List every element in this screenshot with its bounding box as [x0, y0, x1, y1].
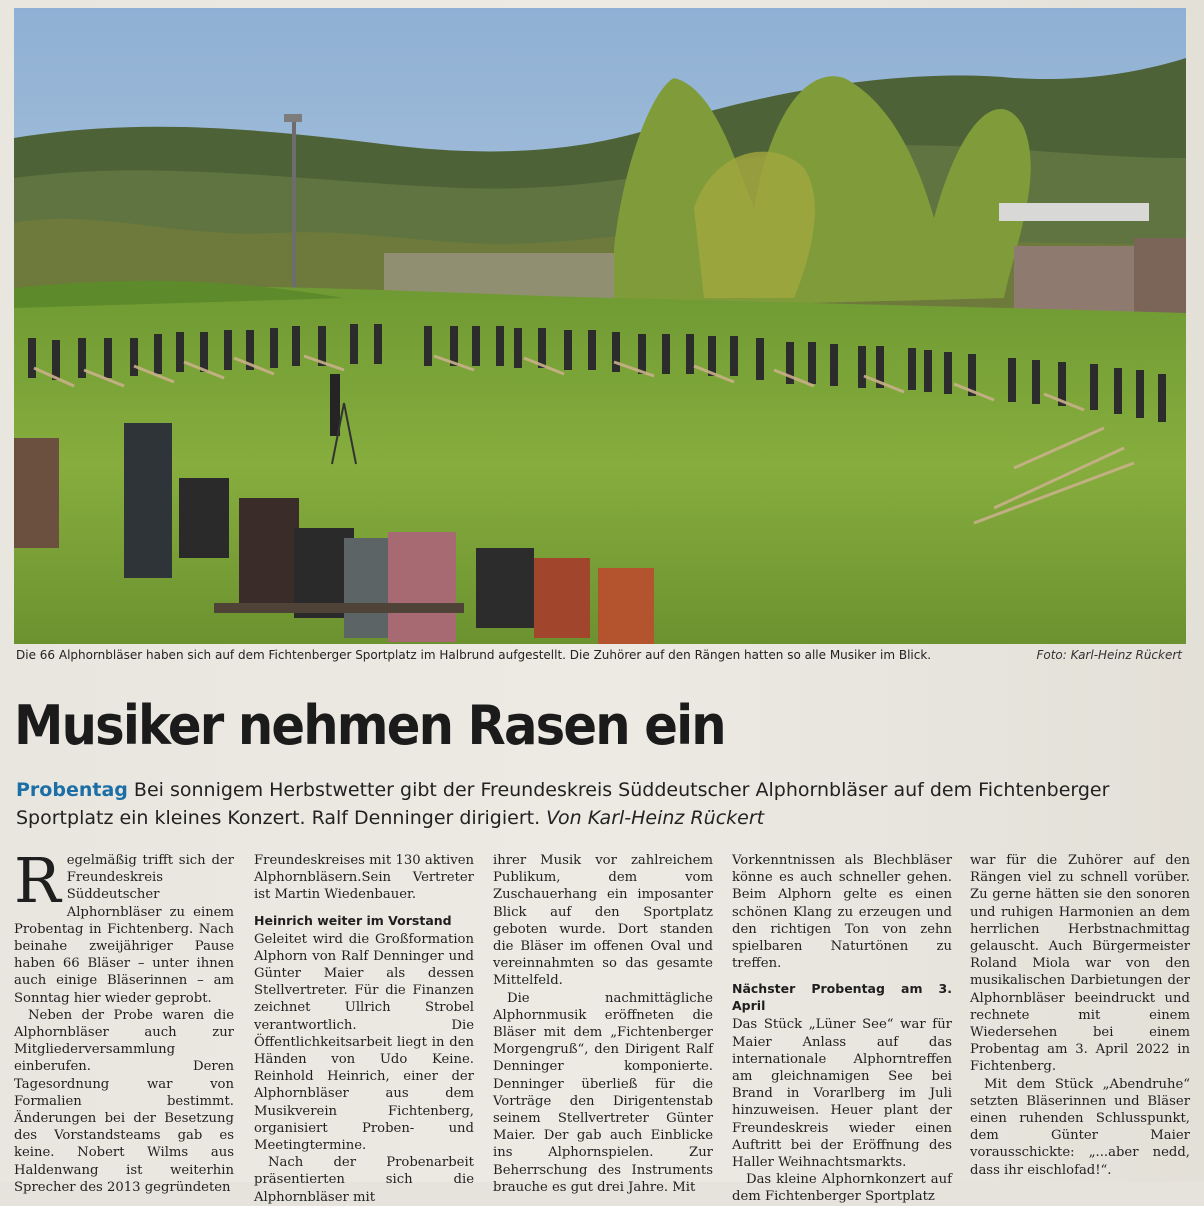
paragraph: Das Stück „Lüner See“ war für Maier Anlass auf das internationale Alphorntreffen am gleichnamigen See bei Brand in Vorarlberg im Juli hinzuweisen. Heuer plant der Freundeskreis wieder einen Auftritt bei der Eröffnung des Haller Weihnachtsmarkts. — [732, 1017, 952, 1171]
paragraph: Geleitet wird die Großformation Alphorn von Ralf Denninger und Günter Maier als dessen Stellvertreter. Für die Finanzen zeichnet Ullrich Strobel verantwortlich. Die Öffentlichkeitsarbeit liegt in den Händen von Udo Keine. Reinhold Heinrich, einer der Alphornbläser aus dem Musikverein Fichtenberg, organisiert Proben- und Meetingtermine. — [254, 931, 474, 1154]
paragraph: Die nachmittägliche Alphornmusik eröffneten die Bläser mit dem „Fichtenberger Morgengruß“, den Dirigent Ralf Denninger komponierte. Denninger überließ für die Vorträge den Dirigentenstab seinem Stellvertreter Günter Maier. Der gab auch Einblicke ins Alphornspielen. Zur Beherrschung des Instruments brauche es gut drei Jahre. Mit — [493, 990, 713, 1195]
paragraph: Nach der Probenarbeit präsentierten sich die Alphornbläser mit — [254, 1155, 474, 1205]
deck-byline: Von Karl-Heinz Rückert — [546, 807, 765, 829]
paragraph — [14, 844, 234, 1007]
body-column-2 — [254, 852, 474, 1206]
deck-text: Bei sonnigem Herbstwetter gibt der Freundeskreis Süddeutscher Alphornbläser auf dem Fichtenberger Sportplatz ein kleines Konzert. Ralf Denninger dirigiert. — [16, 779, 1110, 829]
subheading: Heinrich weiter im Vorstand — [254, 912, 452, 928]
alphorn-field-illustration — [14, 8, 1186, 644]
caption-text: Die 66 Alphornbläser haben sich auf dem Fichtenberger Sportplatz im Halbrund aufgestellt. Die Zuhörer auf den Rängen hatten so alle Musiker im Blick. — [16, 648, 932, 662]
paragraph: Das kleine Alphornkonzert auf dem Fichtenberger Sportplatz — [732, 1172, 952, 1205]
paragraph: war für die Zuhörer auf den Rängen viel zu schnell vorüber. Zu gerne hätten sie den sonoren und ruhigen Harmonien an dem herrlichen Herbstnachmittag gelauscht. Auch Bürgermeister Roland Miola war von den musikalischen Darbietungen der Alphornbläser beeindruckt und rechnete mit einem Wiedersehen bei einem Probentag am 3. April 2022 in Fichtenberg. — [970, 853, 1190, 1075]
article-deck — [16, 776, 1186, 832]
paragraph: Vorkenntnissen als Blechbläser könne es auch schneller gehen. Beim Alphorn gelte es einen schönen Klang zu erzeugen und den richtigen Ton von zehn spielbaren Naturtönen zu treffen. — [732, 853, 952, 972]
body-column-5 — [970, 852, 1190, 1179]
photo-caption — [16, 648, 1186, 668]
paragraph: ihrer Musik vor zahlreichem Publikum, dem vom Zuschauerhang ein imposanter Blick auf den Sportplatz geboten wurde. Dort standen die Bläser im offenen Oval und vereinnahmten so das gesamte Mittelfeld. — [493, 853, 713, 989]
paragraph-text: egelmäßig trifft sich der Freundeskreis Süddeutscher Alphornbläser zu einem Probentag in Fichtenberg. Nach beinahe zweijähriger Pause haben 66 Bläser – unter ihnen auch einige Bläserinnen – am Sonntag hier wieder geprobt. — [14, 853, 234, 1006]
body-column-3 — [493, 852, 713, 1196]
subheading: Nächster Probentag am 3. April — [732, 981, 952, 1014]
drop-cap: R — [14, 844, 61, 917]
deck-kicker: Probentag — [16, 779, 128, 801]
photo-credit: Foto: Karl-Heinz Rückert — [1036, 648, 1182, 662]
body-column-4 — [732, 852, 952, 1206]
paragraph: Neben der Probe waren die Alphornbläser auch zur Mitgliederversammlung einberufen. Deren Tagesordnung war von Formalien bestimmt. Änderungen bei der Besetzung des Vorstandsteams gab es keine. Nobert Wilms aus Haldenwang ist weiterhin Sprecher des 2013 gegründeten — [14, 1007, 234, 1195]
article-photo — [14, 8, 1186, 644]
paragraph: Freundeskreises mit 130 aktiven Alphornbläsern.Sein Vertreter ist Martin Wiedenbauer. — [254, 853, 474, 903]
article-headline: Musiker nehmen Rasen ein — [14, 694, 725, 757]
paragraph: Mit dem Stück „Abendruhe“ setzten Bläserinnen und Bläser einen ruhenden Schlusspunkt, dem Günter Maier vorausschickte: „...aber nedd, dass ihr eischlofad!“. — [970, 1076, 1190, 1178]
body-column-1 — [14, 844, 234, 1196]
